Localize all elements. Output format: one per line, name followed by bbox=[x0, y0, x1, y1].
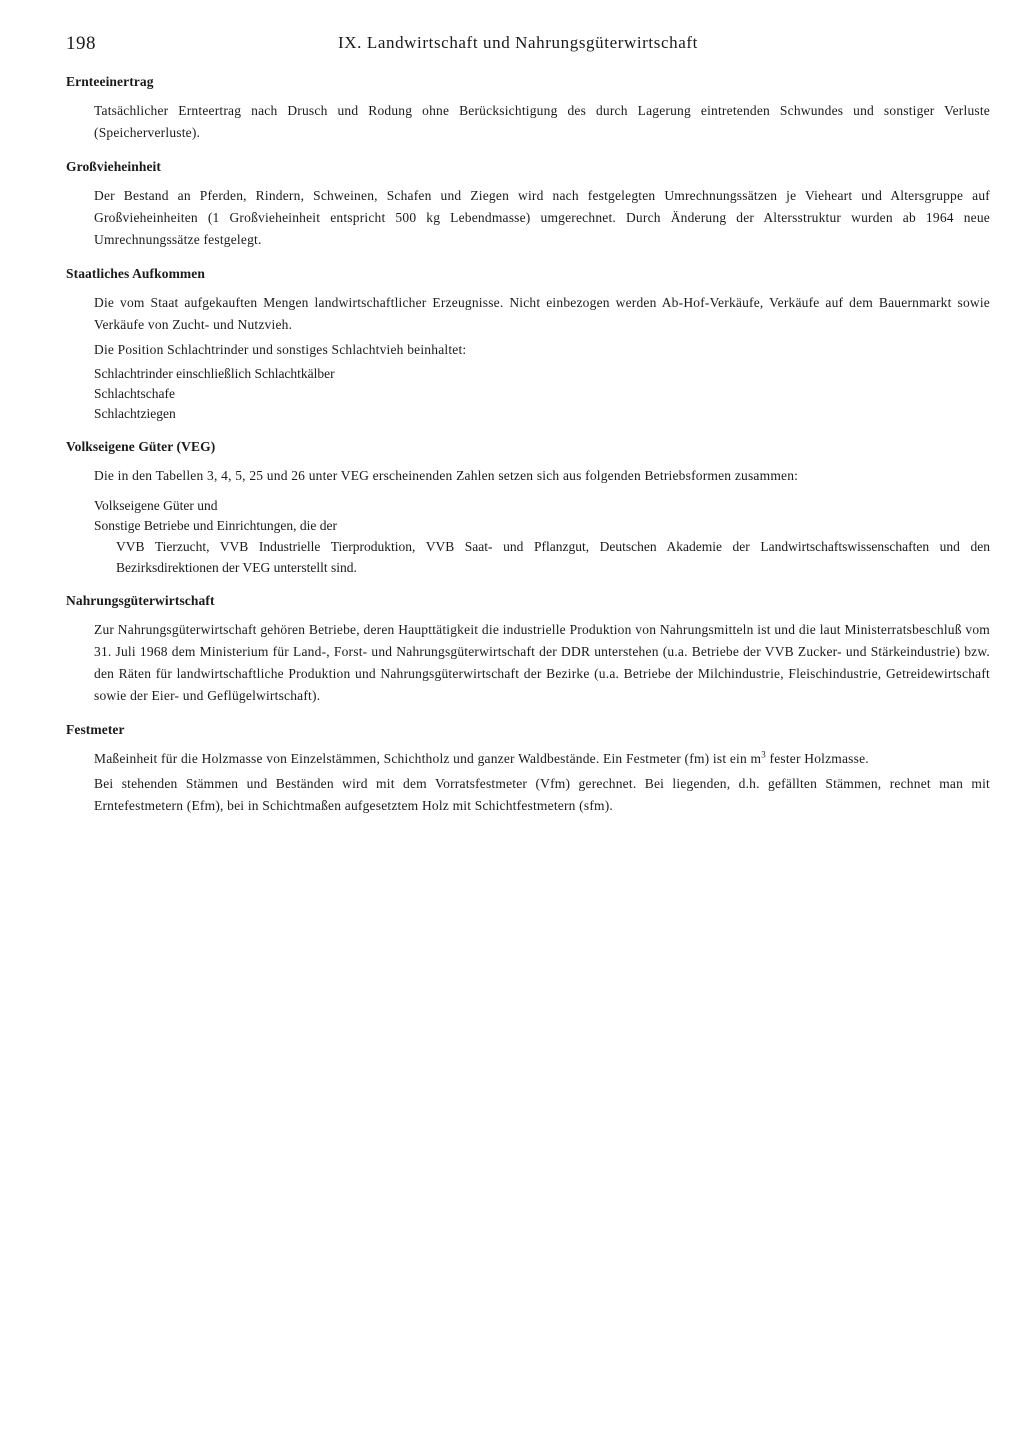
list-item: Schlachtschafe bbox=[94, 386, 175, 401]
section-festmeter bbox=[66, 722, 990, 817]
section-grossvieheinheit bbox=[66, 159, 990, 251]
paragraph: Zur Nahrungsgüterwirtschaft gehören Betriebe, deren Haupttätigkeit die industrielle Produktion von Nahrungsmitteln ist und die laut Ministerratsbeschluß vom 31. Juli 1968 dem Ministerium für Land-, Forst- und Nahrungsgüterwirtschaft der DDR unterstehen (u.a. Betriebe der VVB Zucker- und Stärkeindustrie) bzw. den Räten für landwirtschaftliche Produktion und Nahrungsgüterwirtschaft der Bezirke (u.a. Betriebe der Milchindustrie, Fleischindustrie, Getreidewirtschaft sowie der Eier- und Geflügelwirtschaft). bbox=[94, 622, 990, 703]
section-heading: Staatliches Aufkommen bbox=[66, 266, 205, 281]
section-veg bbox=[66, 439, 990, 578]
section-heading: Volkseigene Güter (VEG) bbox=[66, 439, 216, 454]
section-heading: Großvieheinheit bbox=[66, 159, 162, 174]
list bbox=[66, 496, 990, 578]
list-item: Sonstige Betriebe und Einrichtungen, die der bbox=[94, 518, 337, 533]
paragraph-text: Maßeinheit für die Holzmasse von Einzelstämmen, Schichtholz und ganzer Waldbestände. Ein Festmeter (fm) ist ein m bbox=[94, 751, 762, 766]
section-heading: Ernteeinertrag bbox=[66, 74, 154, 89]
section-ernteeinertrag bbox=[66, 74, 990, 144]
paragraph: Die in den Tabellen 3, 4, 5, 25 und 26 unter VEG erscheinenden Zahlen setzen sich aus folgenden Betriebsformen zusammen: bbox=[94, 468, 799, 483]
paragraph: Tatsächlicher Ernteertrag nach Drusch und Rodung ohne Berücksichtigung des durch Lagerung eintretenden Schwundes und sonstiger Verluste (Speicherverluste). bbox=[94, 103, 990, 140]
paragraph-text: fester Holzmasse. bbox=[765, 751, 869, 766]
section-nahrungsgueterwirtschaft bbox=[66, 593, 990, 707]
paragraph: Der Bestand an Pferden, Rindern, Schweinen, Schafen und Ziegen wird nach festgelegten Umrechnungssätzen je Vieheart und Altersgruppe auf Großvieheinheiten (1 Großvieheinheit entspricht 500 kg Lebendmasse) umgerechnet. Durch Änderung der Altersstruktur wurden ab 1964 neue Umrechnungssätze festgelegt. bbox=[94, 188, 990, 247]
list-item: Schlachtziegen bbox=[94, 406, 176, 421]
list-sub-item: VVB Tierzucht, VVB Industrielle Tierproduktion, VVB Saat- und Pflanzgut, Deutschen Akademie der Landwirtschaftswissenschaften und den Bezirksdirektionen der VEG unterstellt sind. bbox=[116, 539, 990, 575]
page-content bbox=[66, 74, 990, 832]
paragraph bbox=[66, 748, 990, 770]
paragraph: Die Position Schlachtrinder und sonstiges Schlachtvieh beinhaltet: bbox=[94, 342, 467, 357]
list bbox=[66, 364, 990, 424]
paragraph: Die vom Staat aufgekauften Mengen landwirtschaftlicher Erzeugnisse. Nicht einbezogen werden Ab-Hof-Verkäufe, Verkäufe auf dem Bauernmarkt sowie Verkäufe von Zucht- und Nutzvieh. bbox=[94, 295, 990, 332]
section-heading: Nahrungsgüterwirtschaft bbox=[66, 593, 215, 608]
paragraph: Bei stehenden Stämmen und Beständen wird mit dem Vorratsfestmeter (Vfm) gerechnet. Bei liegenden, d.h. gefällten Stämmen, rechnet man mit Erntefestmetern (Efm), bei in Schichtmaßen aufgesetztem Holz mit Schichtfestmetern (sfm). bbox=[94, 776, 990, 813]
running-title: IX. Landwirtschaft und Nahrungsgüterwirtschaft bbox=[338, 33, 698, 52]
section-heading: Festmeter bbox=[66, 722, 125, 737]
list-item: Schlachtrinder einschließlich Schlachtkälber bbox=[94, 366, 335, 381]
superscript: 3 bbox=[761, 749, 766, 760]
page-number: 198 bbox=[66, 33, 96, 54]
section-staatliches-aufkommen bbox=[66, 266, 990, 424]
list-item: Volkseigene Güter und bbox=[94, 498, 218, 513]
